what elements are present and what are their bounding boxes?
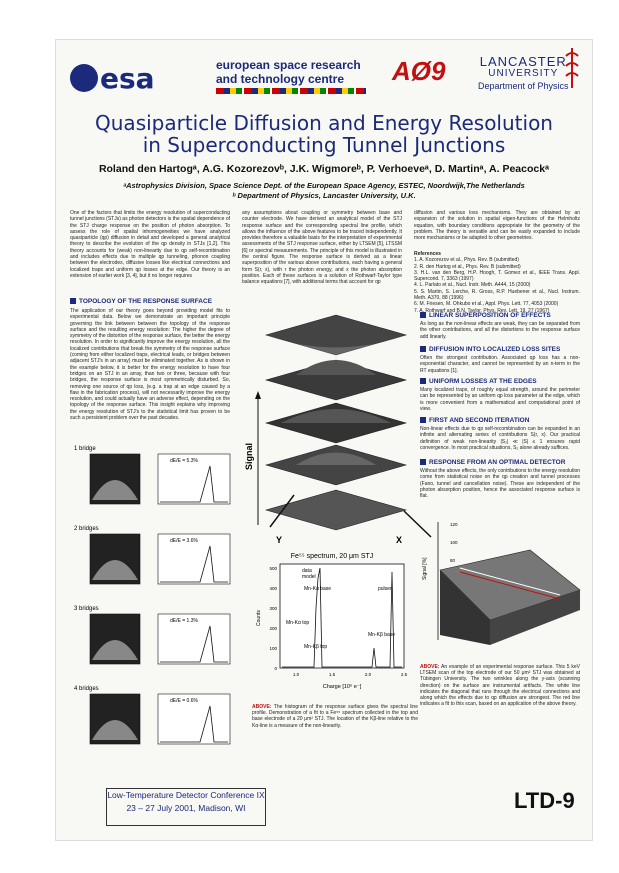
intro-col3: diffusion and various loss mechanisms. They are obtained by an expansion of the solution in spatial eigen-functions of the Helmholtz equation, with boundary conditions appropriate for the geometry of the problem. The theory is versatile and can be easily expanded to include more mechanisms or be adapted to other geometries. xyxy=(414,210,580,242)
bridge-label: 3 bridges xyxy=(74,606,99,612)
surface-caption xyxy=(420,664,580,734)
authors: Roland den Hartogᵃ, A.G. Kozorezovᵇ, J.K. Wigmoreᵇ, P. Verhoeveᵃ, D. Martinᵃ, A. Peacockᵃ xyxy=(98,163,550,175)
axis-y-label: Y xyxy=(276,535,283,545)
estec-line2: and technology centre xyxy=(216,72,345,86)
surface-ztick: 120 xyxy=(450,522,458,527)
spectrum-xtick: 1.5 xyxy=(328,672,336,677)
poster-code: AØ9 xyxy=(392,56,446,86)
legend-model: model xyxy=(302,574,316,580)
estec-label xyxy=(216,58,361,86)
peak-label-mnka-base: Mn-Kα base xyxy=(304,586,332,592)
spectrum-chart xyxy=(252,548,412,698)
spectrum-ytick: 500 xyxy=(269,566,277,571)
legend-data: data xyxy=(302,568,312,574)
peak-label-mnkb-base: Mn-Kβ base xyxy=(368,632,396,638)
surface-zlabel: Signal [%] xyxy=(422,557,428,580)
section-linear: LINEAR SUPERPOSITION OF EFFECTS xyxy=(420,312,551,319)
spectrum-caption-head: ABOVE: xyxy=(252,704,272,710)
surface-caption-head: ABOVE: xyxy=(420,664,440,670)
intro-col2: any assumptions about coupling or symmetry between base and counter electrode. We have derived an analytical model of the STJ response surface and the corresponding spectral line profile, which allows the influence of the above features to be traced independently. It provides therefore a valuable basis for the interpretation of experimental assessments of the STJ response surface, either by LTSEM [5], LTSSM [6] or spectral measurements. The principle of this model is illustrated in the central figure. The response surface is derived as a linear superposition of the various above contributions, each having a general form S(r, x), with r the photon energy, and x the photon absorption position. Each of these surfaces is a solution of Rothwarf-Taylor type balance equations [7], with additional terms that account for qp xyxy=(242,210,402,286)
bridge-resolution-label: dE/E = 0.6% xyxy=(170,698,198,704)
section-optimal: RESPONSE FROM AN OPTIMAL DETECTOR xyxy=(420,459,565,466)
spectrum-caption xyxy=(252,704,418,754)
optimal-text: Without the above effects, the only contributions to the energy resolution come from statistical noise on the qp creation and tunnel processes (Fano, tunnel and cancellation noise). These are independent of the photon absorption position, hence the associated response surface is flat. xyxy=(420,468,581,500)
bridge-resolution-label: dE/E = 5.3% xyxy=(170,458,198,464)
diffusion-text: Often the strongest contribution. Associated qp loss has a non-exponential character, and cannot be represented by an n-term in the RT equations [1]. xyxy=(420,355,580,374)
estec-line1: european space research xyxy=(216,58,361,72)
affiliation-b: ᵇ Department of Physics, Lancaster University, U.K. xyxy=(232,191,416,200)
title-line2: in Superconducting Tunnel Junctions xyxy=(142,133,506,157)
spectrum-xtick: 1.0 xyxy=(292,672,300,677)
section-first-iteration: FIRST AND SECOND ITERATION xyxy=(420,417,529,424)
bridge-label: 2 bridges xyxy=(74,526,99,532)
bridges-figure xyxy=(70,440,260,780)
lancaster-line3: Department of Physics xyxy=(478,81,569,91)
spectrum-ytick: 300 xyxy=(269,606,277,611)
spectrum-title: Fe⁵⁵ spectrum, 20 μm STJ xyxy=(290,553,374,560)
ltd-logo: LTD-9 xyxy=(514,788,575,813)
topology-text: The application of our theory goes beyond providing model fits to experimental data. Below we demonstrate an important principle governing the link between between the topology of the response surface and the resulting energy resolution: The higher the degree of symmetry of the distortion of the response surface, the better the energy resolution. In order to significantly improve the energy resolution, all the localized contributions that break the symmetry of the response surface (coming from either localized traps, electrical leads, or bridges between adjacent STJ's in an array) must be eliminated together. As is shown in the example below, it is better for the energy resolution to have four bridges on an STJ in an array, than two or three, because with four bridges, the response surface is most symmetrically disturbed. So, removing one source of qp loss, (e.g. a trap at an edge caused by a flaw in the fabrication process), will not necessarily improve the energy resolution, and could actually have an adverse effect, depending on the topology of the response surface. This insight explains why improving the energy resolution of STJ's to the statistical limit has proven to be such a persistent problem over the past decades. xyxy=(70,308,230,422)
conference-line2: 23 – 27 July 2001, Madison, WI xyxy=(126,803,246,813)
bridge-label: 1 bridge xyxy=(74,446,96,452)
reference-item: 3. H.L. van den Berg, H.P. Hoogh, T. Gomez et al., IEEE Trans. Appl. Supercond. 7, 3363 (1997) xyxy=(414,269,580,283)
linear-text: As long as the non-linear effects are weak, they can be separated from the other contributions, and all the distortions to the response surface add linearly. xyxy=(420,321,580,340)
surface-layer xyxy=(266,445,406,485)
spectrum-xtick: 2.0 xyxy=(364,672,372,677)
title-line1: Quasiparticle Diffusion and Energy Resolution xyxy=(95,111,553,135)
lancaster-label xyxy=(478,56,569,92)
surface-ztick: 80 xyxy=(450,558,456,563)
affiliations xyxy=(76,181,572,201)
lancaster-line2: UNIVERSITY xyxy=(488,68,559,79)
references xyxy=(414,251,580,314)
surface-layer xyxy=(266,315,406,355)
surface-layer xyxy=(266,490,406,530)
stacked-surfaces-figure xyxy=(236,305,436,545)
spectrum-ytick: 0 xyxy=(274,666,277,671)
affiliation-a: ᵃAstrophysics Division, Space Science Dept. of the European Space Agency, ESTEC, Noordwijk,The Netherlands xyxy=(123,181,525,190)
peak-label-pulser: pulser xyxy=(378,586,392,592)
spectrum-ylabel: Counts xyxy=(256,610,262,626)
experimental-surface-figure xyxy=(420,510,586,660)
conference-box xyxy=(106,788,266,826)
section-topology: TOPOLOGY OF THE RESPONSE SURFACE xyxy=(70,298,240,305)
surface-layer xyxy=(266,403,406,443)
references-head: References xyxy=(414,251,441,257)
surface-ztick: 100 xyxy=(450,540,458,545)
spectrum-xlabel: Charge [10⁶ e⁻] xyxy=(322,684,362,690)
spectrum-ytick: 100 xyxy=(269,646,277,651)
spectrum-ytick: 200 xyxy=(269,626,277,631)
conference-line1: Low-Temperature Detector Conference IX xyxy=(107,790,265,800)
spectrum-caption-text: The histogram of the response surface gives the spectral line profile. Demonstration of a fit to a Fe⁵⁵ spectrum collected in the top and base electrode of a 20 μm² STJ. The location of the Kβ-line relative to the Kα-line is a measure of the non-linearity. xyxy=(252,704,418,729)
first-iteration-text: Non-linear effects due to qp self-recombination can be expanded in an infinite and alternating series of contributions S(r, x). Our practical definition of weak non-linearity |S₂| ≪ |S| ≤ 1 ensures rapid convergence. In most practical situations, S₂ alone already suffices. xyxy=(420,426,580,451)
peak-label-mnka-top: Mn-Kα top xyxy=(286,620,310,626)
esa-logo-icon xyxy=(70,64,98,92)
surface-caption-text: An example of an experimental response surface. This 5 keV LTSEM scan of the top electrode of our 50 μm² STJ was obtained at Tübingen University. The two wrinkles along the y-axis (scanning direction) on the surface are instrumental artifacts. The white line indicates the diagonal that runs through the electrical connections and along which the effects due to qp diffusion are strongest. The red line indicates a fit to this scan, based on an application of the above theory. xyxy=(420,664,580,708)
esa-logo-text: esa xyxy=(100,62,155,95)
lancaster-logo-icon xyxy=(562,46,582,90)
reference-item: 2. R. den Hartog et al., Phys. Rev. B (submitted) xyxy=(414,263,521,270)
flags-strip xyxy=(216,88,366,94)
section-diffusion: DIFFUSION INTO LOCALIZED LOSS SITES xyxy=(420,346,560,353)
spectrum-ytick: 400 xyxy=(269,586,277,591)
poster-title xyxy=(76,112,572,156)
section-uniform: UNIFORM LOSSES AT THE EDGES xyxy=(420,378,537,385)
reference-item: 1. A. Kozorezov et al., Phys. Rev. B (submitted) xyxy=(414,257,519,264)
spectrum-xtick: 2.5 xyxy=(400,672,408,677)
bridge-resolution-label: dE/E = 3.6% xyxy=(170,538,198,544)
reference-item: 5. S. Martin, S. Lerche, R. Gross, R.P. Huebener et al., Nucl. Instrum. Meth. A370, 88 (1996) xyxy=(414,288,580,302)
axis-x-label: X xyxy=(396,535,403,545)
poster-header xyxy=(56,40,592,106)
axis-signal-label: Signal xyxy=(244,442,254,470)
bridge-resolution-label: dE/E = 1.3% xyxy=(170,618,198,624)
uniform-text: Many localized traps, of roughly equal strength, around the perimeter can be represented by an uniform qp loss parameter at the edge, which is more convenient from a mathematical and computational point of view. xyxy=(420,387,580,412)
bridge-label: 4 bridges xyxy=(74,686,99,692)
lancaster-line1: LANCASTER xyxy=(479,54,567,69)
intro-col1: One of the factors that limits the energy resolution of superconducting tunnel junctions (STJs) as photon detectors is the spatial dependence of the STJ charge response on the position of photon absorption. To assess the role of spatial inhomogeneities we have analyzed quasiparticle (qp) diffusion in detail and developed a general analytical theory to describe the evolution of the qp density in STJs [1,2]. This theory accounts for (weak) non-linearity due to qp self-recombination and includes effects due to multiple qp tunneling, phonon coupling between the electrodes, diffusive losses like electrical connections and localized traps and uniform qp losses at the edge. Our theory is an extension of earlier work [3, 4], but it no longer requires xyxy=(70,210,230,279)
reference-item: 6. M. Friesen, M. Ohkubo et al., Appl. Phys. Lett. 77, 4053 (2000) xyxy=(414,301,559,308)
surface-layer xyxy=(266,360,406,400)
reference-item: 7. A. Rothwarf and B.N. Taylor, Phys. Rev. Lett. 19, 27 (1967) xyxy=(414,307,550,314)
peak-label-mnkb-top: Mn-Kβ top xyxy=(304,644,328,650)
poster xyxy=(56,40,592,840)
reference-item: 4. L. Parlato et al., Nucl. Instr. Meth. A444, 15 (2000) xyxy=(414,282,531,289)
